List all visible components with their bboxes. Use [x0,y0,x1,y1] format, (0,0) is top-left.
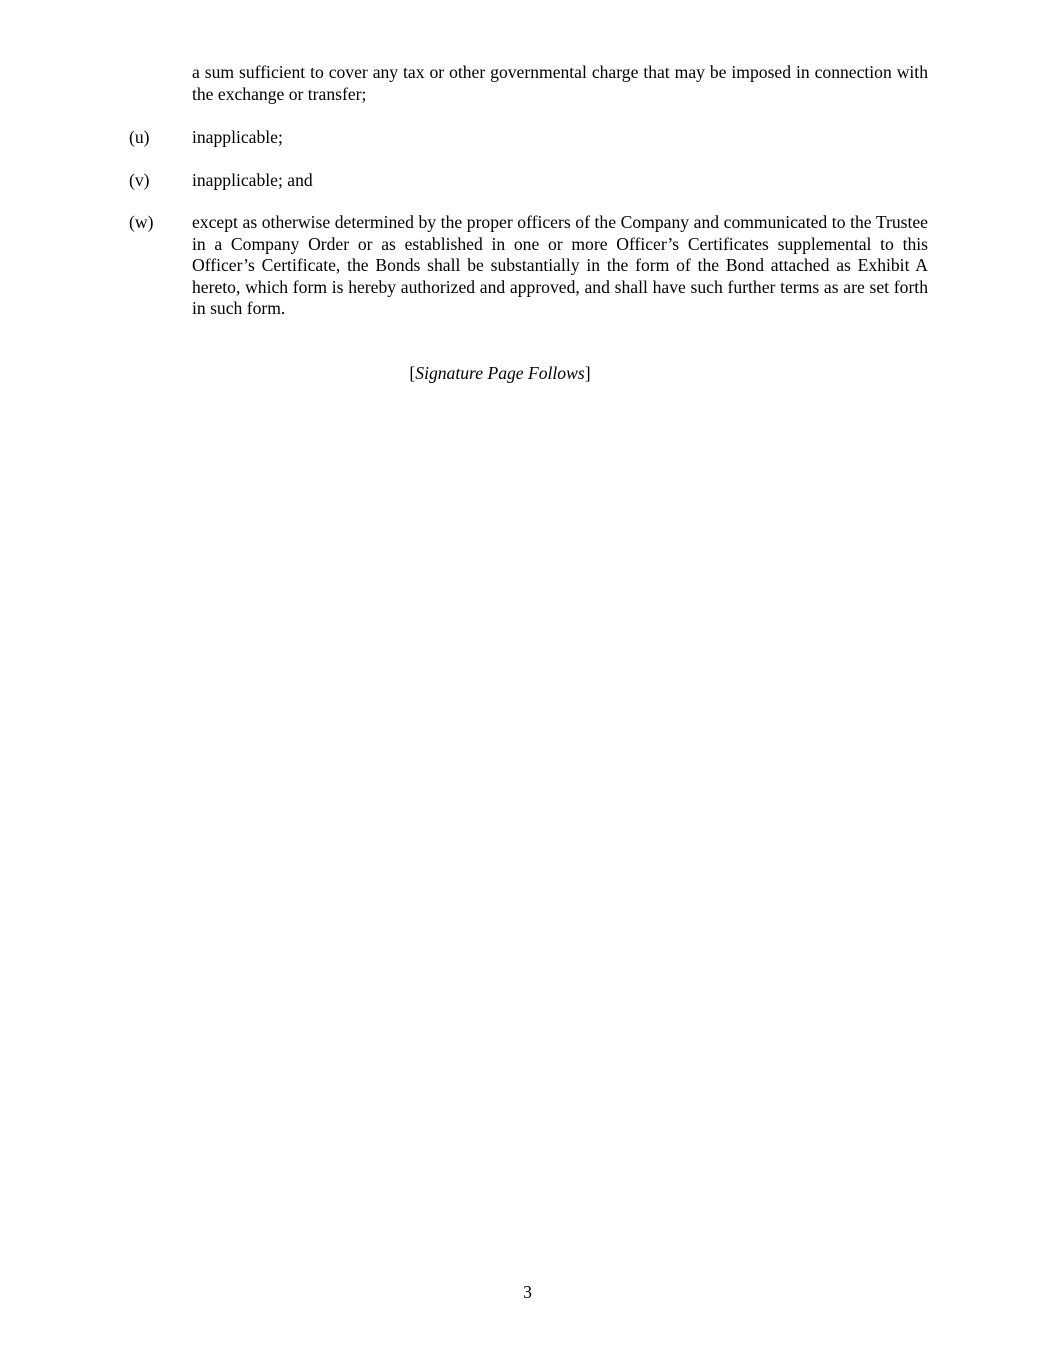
list-item-text: inapplicable; and [192,170,313,190]
list-item-text: inapplicable; [192,127,283,147]
open-bracket: [ [409,363,416,383]
list-item-v [129,170,928,192]
signature-note-text: Signature Page Follows [415,363,585,383]
list-item-marker: (w) [129,212,154,232]
list-item-marker: (v) [129,170,150,190]
list-item-w [129,212,928,320]
list-item-marker: (u) [129,127,150,147]
list-item-u [129,127,928,149]
close-bracket: ] [584,363,591,383]
list-item-text: except as otherwise determined by the proper officers of the Company and communicated to the Trustee in a Company Order or as established in one or more Officer’s Certificates supplemental to this Officer’s Certificate, the Bonds shall be substantially in the form of the Bond attached as Exhibit A hereto, which form is hereby authorized and approved, and shall have such further terms as are set forth in such form. [192,212,928,319]
page-number: 3 [523,1282,532,1302]
continuation-paragraph: a sum sufficient to cover any tax or other governmental charge that may be imposed in connection with the exchange or transfer; [192,62,928,104]
signature-page-note [0,363,1000,385]
